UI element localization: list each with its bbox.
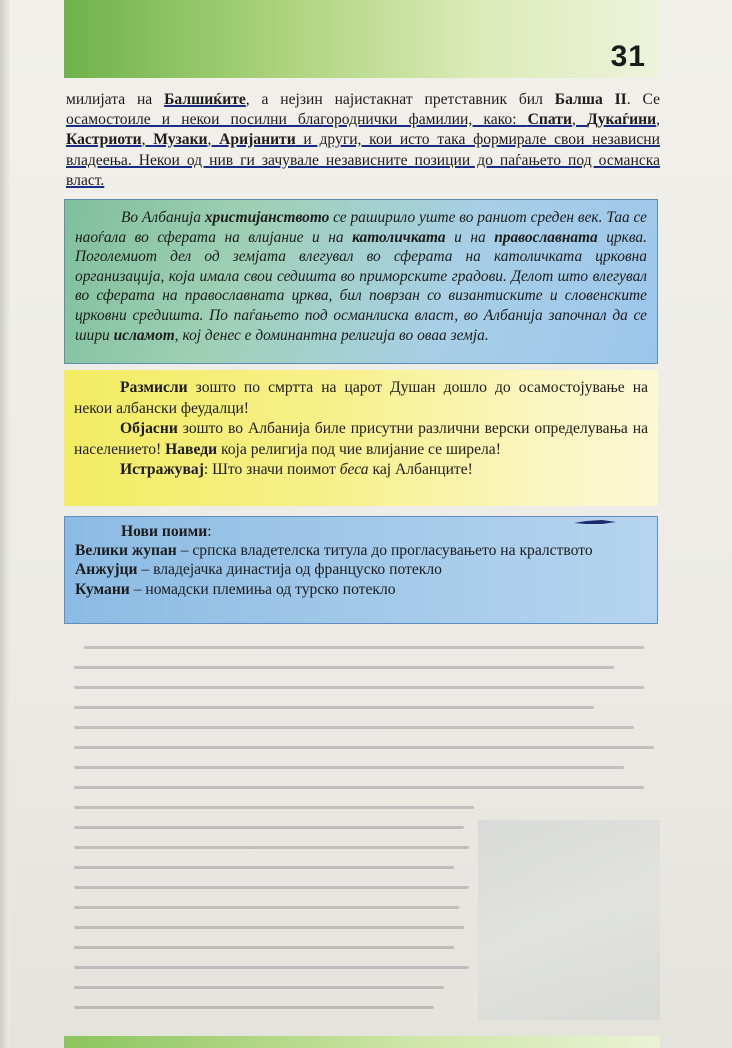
text-run: црква. Поголемиот дел од земјата влегувал во сферата на католичката црковна организација, која имала свои седишта во приморските градови. Делот што влегувал во сферата на православната црква, бил поврзан со византиските и словенските црковни средишта. По паѓањето под османлиска власт, во Албанија започнал да се шири <box>75 228 647 344</box>
faded-line <box>74 666 614 669</box>
faded-line <box>74 766 624 769</box>
faded-bleedthrough-area <box>64 632 660 1032</box>
term-definition: – српска владетелска титула до прогласувањето на кралството <box>176 542 593 560</box>
label-name: Наведи <box>165 440 218 458</box>
text-run: , <box>656 111 661 129</box>
header-band <box>64 0 660 78</box>
faded-line <box>74 966 469 969</box>
questions-box <box>64 370 658 506</box>
text-run: зошто во Албанија биле присутни различни верски определувања на населението! <box>74 420 648 458</box>
term-definition: – номадски племиња од турско потекло <box>129 580 396 598</box>
faded-line <box>74 726 634 729</box>
term-christianity: христијанството <box>204 209 330 226</box>
term-muzaki: Музаки <box>153 131 208 149</box>
faded-line <box>74 806 474 809</box>
label-explain: Објасни <box>120 420 178 437</box>
term-name: Кумани <box>75 580 130 598</box>
label-think: Размисли <box>120 379 188 396</box>
faded-line <box>74 866 454 869</box>
faded-line <box>74 786 644 789</box>
term-besa: беса <box>339 461 369 478</box>
text-run: : <box>207 523 212 540</box>
term-catholic: католичката <box>352 228 446 246</box>
faded-line <box>74 906 459 909</box>
text-run: Во Албанија <box>121 209 205 226</box>
faded-line <box>74 926 464 929</box>
term-definition: – владејачка династија од француско потекло <box>137 561 442 579</box>
text-run: која религија под чие влијание се ширела! <box>217 440 501 458</box>
text-run: независни владеења. Некои од нив ги зачувале независните позиции до паѓањето под османска власт. <box>66 131 660 189</box>
page-binding-edge <box>0 0 10 1048</box>
term-balshikite: Балшиќите <box>164 91 246 108</box>
new-terms-box <box>64 516 658 624</box>
christianity-info-box <box>64 199 658 364</box>
footer-band <box>64 1036 660 1048</box>
term-islam: исламот <box>113 326 175 344</box>
question-explain <box>74 419 648 460</box>
pen-mark-icon <box>572 517 618 527</box>
text-run: кај Албанците! <box>368 461 473 478</box>
text-run: осамостоиле и некои посилни благороднички фамилии, како: <box>66 111 528 129</box>
text-run: . Се <box>626 91 661 108</box>
faded-line <box>74 886 469 889</box>
term-name: Велики жупан <box>75 542 177 560</box>
faded-line <box>74 946 454 949</box>
text-run: , <box>141 131 154 149</box>
faded-line <box>74 826 464 829</box>
new-terms-title: Нови поими <box>121 523 208 540</box>
faded-line <box>74 746 654 749</box>
faded-line <box>74 986 444 989</box>
text-run: : Што значи поимот <box>203 461 340 478</box>
term-arjaniti: Аријанити <box>219 131 296 149</box>
text-run: и други, кои исто така формирале свои <box>295 131 593 149</box>
faded-line <box>74 706 594 709</box>
question-research <box>74 460 648 481</box>
question-think <box>74 378 648 419</box>
text-run: , <box>571 111 587 129</box>
term-orthodox: православната <box>494 228 598 246</box>
text-run: милијата на <box>66 91 165 108</box>
faded-line <box>74 686 644 689</box>
term-spati: Спати <box>527 111 572 129</box>
label-research: Истражувај <box>120 461 204 478</box>
text-run: , кој денес е доминантна религија во оваа земја. <box>174 326 489 344</box>
term-balsha: Балша II <box>554 91 627 108</box>
faded-line <box>74 846 469 849</box>
text-run: се раширило уште во раниот среден век. Таа се наоѓала во сферата на влијание и на <box>75 209 648 246</box>
faded-line <box>84 646 644 649</box>
term-item <box>75 560 647 579</box>
term-item <box>75 580 647 599</box>
term-kastrioti: Кастриоти <box>66 131 142 149</box>
christianity-paragraph <box>75 208 647 345</box>
text-run: и на <box>445 228 495 246</box>
text-run: , <box>207 131 220 149</box>
faded-photo <box>478 820 660 1020</box>
text-run: зошто по смртта на царот Душан дошло до осамостојување на некои албански феудалци! <box>74 379 648 417</box>
faded-line <box>74 1006 434 1009</box>
intro-paragraph <box>66 90 660 191</box>
term-name: Анжујци <box>75 561 138 579</box>
text-run: , а нејзин најистакнат претставник бил <box>245 91 555 108</box>
term-item <box>75 541 647 560</box>
new-terms-heading <box>75 522 647 541</box>
page-number: 31 <box>610 40 646 73</box>
term-dukagjini: Дукаѓини <box>587 111 657 129</box>
